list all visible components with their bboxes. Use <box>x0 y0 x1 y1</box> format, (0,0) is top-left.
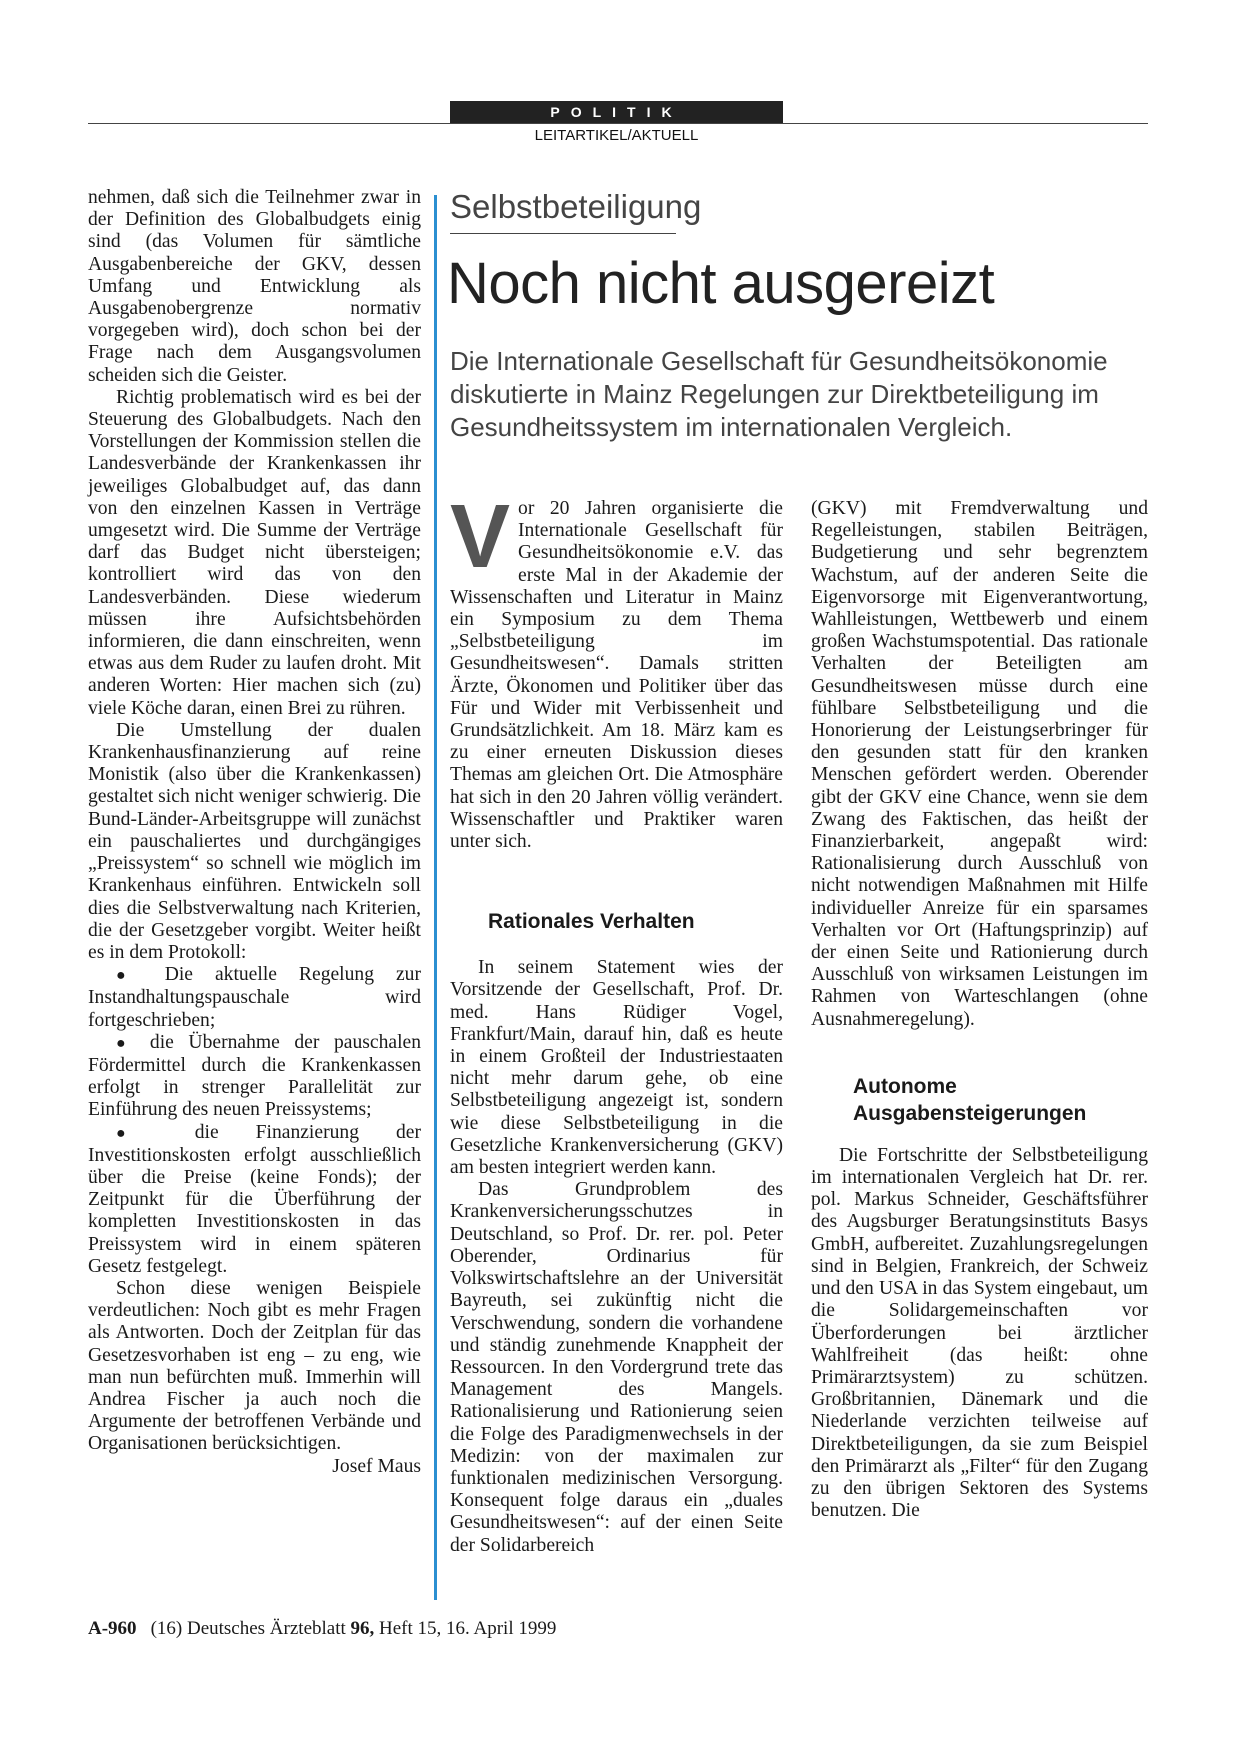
right-column <box>811 498 1148 1522</box>
bullet-item <box>88 964 421 1032</box>
bullet-icon: ● <box>116 1124 158 1142</box>
article-standfirst: Die Internationale Gesellschaft für Gesundheitsökonomie diskutierte in Mainz Regelungen zur Direktbeteiligung im Gesundheitssystem im internationalen Vergleich. <box>450 346 1108 442</box>
citation-suffix: Heft 15, 16. April 1999 <box>374 1618 557 1639</box>
article-kicker: Selbstbeteiligung <box>450 188 702 225</box>
subheading-line: Ausgabensteigerungen <box>853 1101 1087 1125</box>
bullet-icon: ● <box>116 1034 136 1052</box>
bullet-icon: ● <box>116 967 143 985</box>
left-column <box>88 187 421 1478</box>
citation-volume: 96, <box>350 1618 375 1639</box>
drop-cap: V <box>450 487 511 587</box>
bullet-item <box>88 1122 421 1278</box>
author: Josef Maus <box>332 1455 421 1477</box>
signoff <box>88 1456 421 1478</box>
citation-prefix: (16) Deutsches Ärzteblatt <box>150 1618 351 1639</box>
kicker-underline <box>450 233 676 234</box>
left-paragraph: Schon diese wenigen Beispiele verdeutlichen: Noch gibt es mehr Fragen als Antworten. Doch der Zeitplan für das Gesetzesvorhaben ist eng – zu eng, wie man nun befürchten muß. Immerhin will Andrea Fischer ja auch noch die Argumente der betroffenen Verbände und Organisationen berücksichtigen. <box>88 1277 421 1455</box>
left-paragraph: Richtig problematisch wird es bei der Steuerung des Globalbudgets. Nach den Vorstellungen der Kommission stellen die Landesverbände der Krankenkassen ihr jeweiliges Globalbudget auf, das dann von den einzelnen Kassen in Verträge umgesetzt wird. Die Summe der Verträge darf das Budget nicht übersteigen; kontrolliert wird das von den Landesverbänden. Diese wiederum müssen ihre Aufsichtsbehörden informieren, die dann einschreiten, wenn etwas aus dem Ruder zu laufen droht. Mit anderen Worten: Hier machen sich (zu) viele Köche daran, einen Brei zu rühren. <box>88 386 421 719</box>
bullet-item <box>88 1032 421 1122</box>
mid-paragraph: In seinem Statement wies der Vorsitzende der Gesellschaft, Prof. Dr. med. Hans Rüdiger Vogel, Frankfurt/Main, darauf hin, daß es heute in einem Großteil der Industriestaaten nicht mehr darum gehe, ob eine Selbstbeteiligung angezeigt ist, sondern wie diese Selbstbeteiligung in die Gesetzliche Krankenversicherung (GKV) am besten integriert werden kann. <box>450 957 783 1179</box>
bullet-text: Die aktuelle Regelung zur Instandhaltungspauschale wird fortgeschrieben; <box>88 964 421 1031</box>
subsection-label: LEITARTIKEL/AKTUELL <box>534 127 699 144</box>
section-label: POLITIK <box>450 101 783 123</box>
page-number: A-960 <box>88 1618 137 1639</box>
middle-column <box>450 487 783 1557</box>
bullet-text: die Übernahme der pauschalen Fördermittel durch die Krankenkassen erfolgt in strenger Parallelität zur Einführung des neuen Preissystems; <box>88 1031 422 1121</box>
left-paragraph: Die Umstellung der dualen Krankenhausfinanzierung auf reine Monistik (also über die Krankenkassen) gestaltet sich nicht weniger schwierig. Die Bund-Länder-Arbeitsgruppe will zunächst ein pauschaliertes und durchgängiges „Preissystem“ so schnell wie möglich im Krankenhaus einführen. Entwickeln soll dies die Selbstverwaltung nach Kriterien, die der Gesetzgeber vorgibt. Weiter heißt es in dem Protokoll: <box>88 719 421 963</box>
left-paragraph: nehmen, daß sich die Teilnehmer zwar in der Definition des Globalbudgets einig sind (das Volumen für sämtliche Ausgabenbereiche der GKV, dessen Umfang und Entwicklung als Ausgabenobergrenze normativ vorgegeben wird), doch schon bei der Frage nach dem Ausgangsvolumen scheiden sich die Geister. <box>88 187 421 386</box>
subheading <box>811 1073 1148 1127</box>
subheading: Rationales Verhalten <box>488 910 695 934</box>
intro-text: or 20 Jahren organisierte die Internationale Gesellschaft für Gesundheitsökonomie e.V. das erste Mal in der Akademie der Wissenschaften und Literatur in Mainz ein Symposium zu dem Thema „Selbstbeteiligung im Gesundheitswesen“. Damals stritten Ärzte, Ökonomen und Politiker über das Für und Wider mit Verbissenheit und Grundsätzlichkeit. Am 18. März kam es zu einer erneuten Diskussion dieses Themas am gleichen Ort. Die Atmosphäre hat sich in den 20 Jahren völlig verändert. Wissenschaftler und Praktiker waren unter sich. <box>450 498 783 853</box>
intro-paragraph <box>450 487 783 853</box>
right-paragraph: (GKV) mit Fremdverwaltung und Regelleistungen, stabilen Beiträgen, Budgetierung und sehr begrenztem Wachstum, auf der anderen Seite die Eigenvorsorge mit Eigenverantwortung, Wahlleistungen, Wettbewerb und einem großen Wachstumspotential. Das rationale Verhalten der Beteiligten am Gesundheitswesen müsse durch eine fühlbare Selbstbeteiligung und die Honorierung der Leistungserbringer für den gesunden statt für den kranken Menschen gefördert werden. Oberender gibt der GKV eine Chance, wenn sie dem Zwang des Faktischen, das heißt der Finanzierbarkeit, angepaßt wird: Rationalisierung durch Ausschluß von nicht notwendigen Maßnahmen mit Hilfe individueller Anreize für ein sparsames Verhalten vor Ort (Haftungsprinzip) auf der einen Seite und Rationierung durch Ausschluß von wirksamen Leistungen im Rahmen von Warteschlangen (ohne Ausnahmeregelung). <box>811 498 1148 1030</box>
page-footer <box>88 1618 556 1640</box>
article-headline: Noch nicht ausgereizt <box>447 251 995 316</box>
bullet-text: die Finanzierung der Investitionskosten erfolgt ausschließlich über die Preise (keine Fonds); der Zeitpunkt für die Überführung der kompletten Investitionskosten in das Preissystem wird in einem späteren Gesetz festgelegt. <box>88 1121 421 1277</box>
mid-paragraph: Das Grundproblem des Krankenversicherungsschutzes in Deutschland, so Prof. Dr. rer. pol. Peter Oberender, Ordinarius für Volkswirtschaftslehre an der Universität Bayreuth, sei zukünftig nicht die Verschwendung, sondern die vorhandene und ständig zunehmende Knappheit der Ressourcen. In den Vordergrund trete das Management des Mangels. Rationalisierung und Rationierung seien die Folge des Paradigmenwechsels in der Medizin: von der maximalen zur funktionalen medizinischen Versorgung. Konsequent folge daraus ein „duales Gesundheitswesen“: auf der einen Seite der Solidarbereich <box>450 1179 783 1556</box>
right-paragraph: Die Fortschritte der Selbstbeteiligung im internationalen Vergleich hat Dr. rer. pol. Markus Schneider, Geschäftsführer des Augsburger Beratungsinstituts Basys GmbH, aufbereitet. Zuzahlungsregelungen sind in Belgien, Frankreich, der Schweiz und den USA in das System eingebaut, um die Solidargemeinschaften vor Überforderungen bei ärztlicher Wahlfreiheit (das heißt: ohne Primärarztsystem) zu schützen. Großbritannien, Dänemark und die Niederlande verzichten teilweise auf Direktbeteiligungen, da sie zum Beispiel den Primärarzt als „Filter“ für den Zugang zu den übrigen Sektoren des Systems benutzen. Die <box>811 1144 1148 1522</box>
subheading-line: Autonome <box>853 1074 957 1098</box>
column-accent-rule <box>434 195 437 1600</box>
header-rule <box>88 123 1148 124</box>
